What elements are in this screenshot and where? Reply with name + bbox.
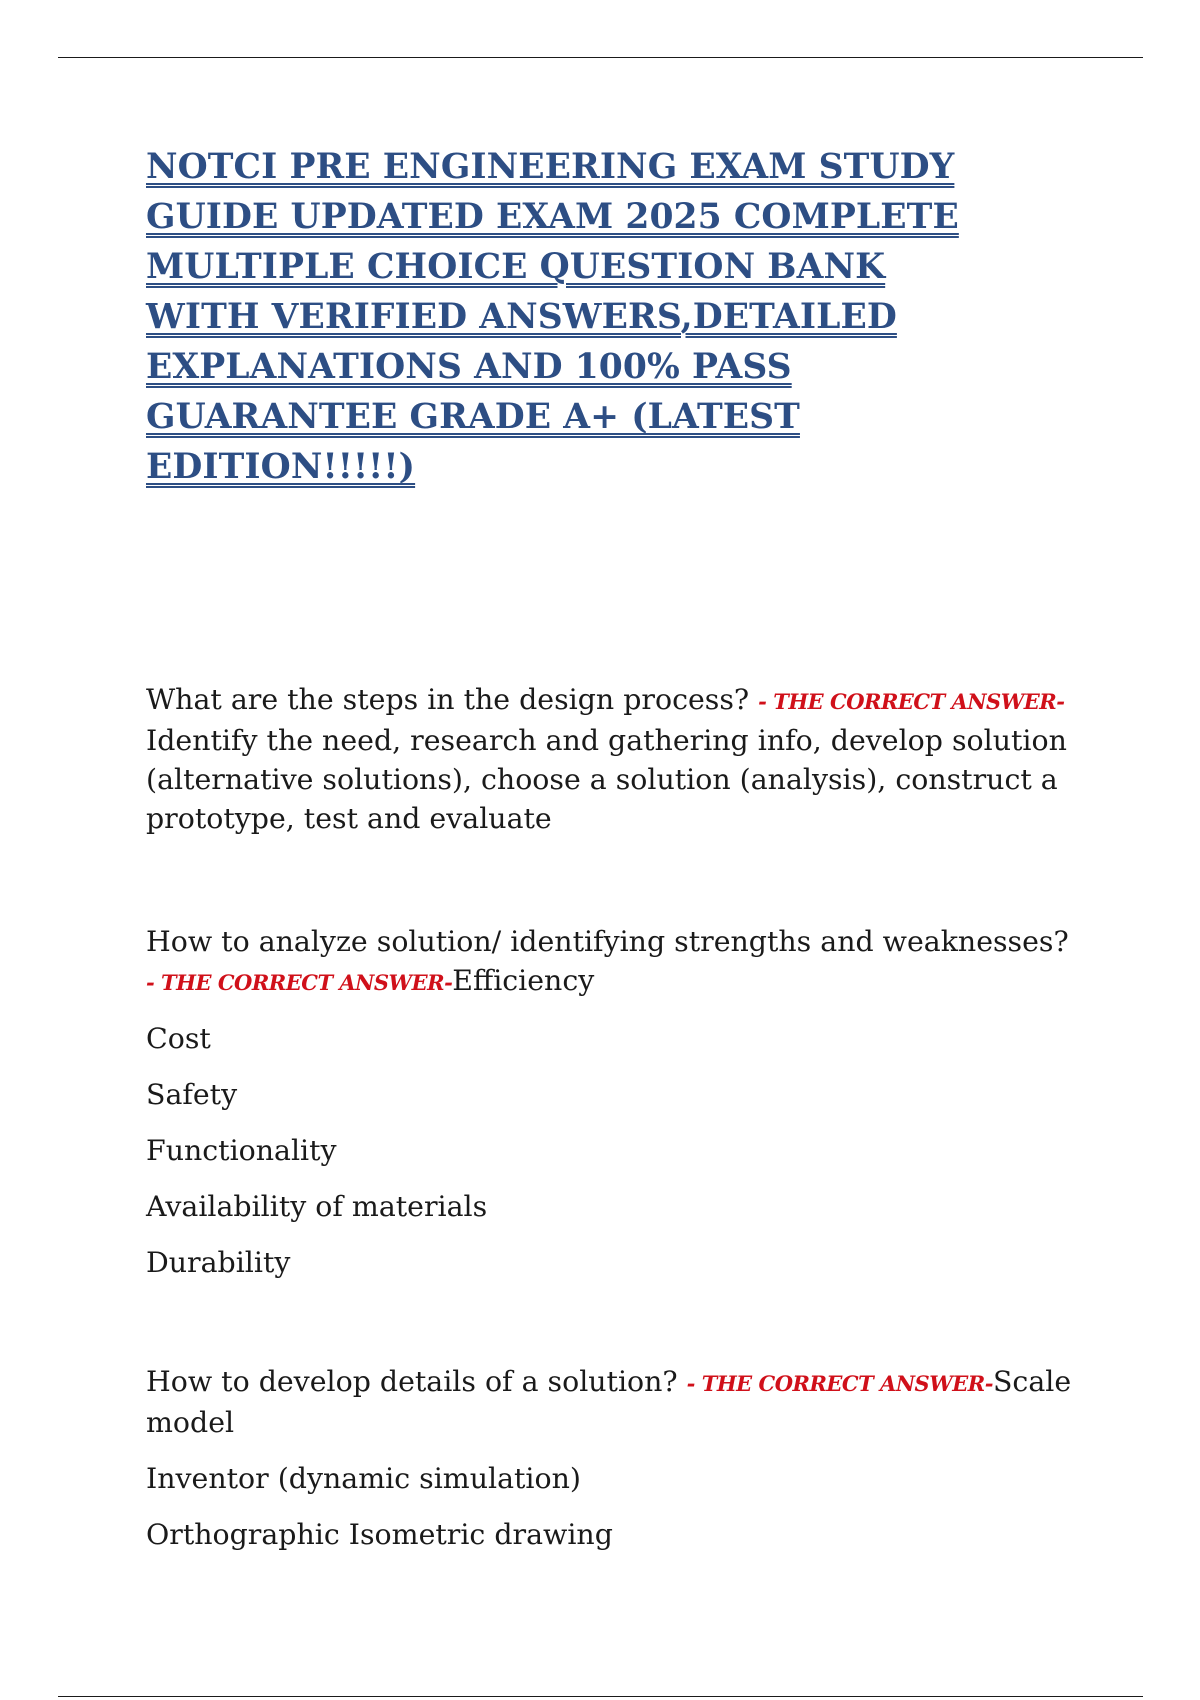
question-text: What are the steps in the design process?	[146, 683, 759, 716]
answer-list-item: Availability of materials	[146, 1190, 488, 1223]
question-block-1	[146, 680, 1076, 838]
bottom-rule	[58, 1696, 1143, 1697]
answer-list-item: Cost	[146, 1022, 211, 1055]
answer-text: Efficiency	[452, 964, 595, 997]
question-paragraph	[146, 922, 1076, 1002]
question-paragraph	[146, 680, 1076, 838]
qa-content	[146, 680, 1076, 1554]
answer-list-item: Inventor (dynamic simulation)	[146, 1462, 581, 1495]
question-paragraph	[146, 1362, 1076, 1442]
question-text: How to analyze solution/ identifying strengths and weaknesses?	[146, 925, 1069, 958]
answer-list-item: Durability	[146, 1246, 291, 1279]
question-block-3	[146, 1362, 1076, 1554]
answer-text: Scale model	[146, 1365, 1072, 1439]
correct-answer-tag: - THE CORRECT ANSWER-	[758, 689, 1065, 714]
top-rule	[58, 57, 1143, 58]
answer-list-item: Functionality	[146, 1134, 337, 1167]
correct-answer-tag: - THE CORRECT ANSWER-	[686, 1371, 993, 1396]
question-text: How to develop details of a solution?	[146, 1365, 687, 1398]
answer-list-item: Safety	[146, 1078, 238, 1111]
correct-answer-tag: - THE CORRECT ANSWER-	[146, 970, 453, 995]
question-block-2	[146, 922, 1076, 1282]
answer-list-item: Orthographic Isometric drawing	[146, 1518, 613, 1551]
answer-text: Identify the need, research and gathering info, develop solution (alternative solutions), choose a solution (analysis), construct a prototype, test and evaluate	[146, 724, 1067, 835]
document-title: NOTCI PRE ENGINEERING EXAM STUDY GUIDE UPDATED EXAM 2025 COMPLETE MULTIPLE CHOICE QUESTION BANK WITH VERIFIED ANSWERS,DETAILED EXPLANATIONS AND 100% PASS GUARANTEE GRADE A+ (LATEST EDITION!!!!!)	[146, 147, 959, 487]
